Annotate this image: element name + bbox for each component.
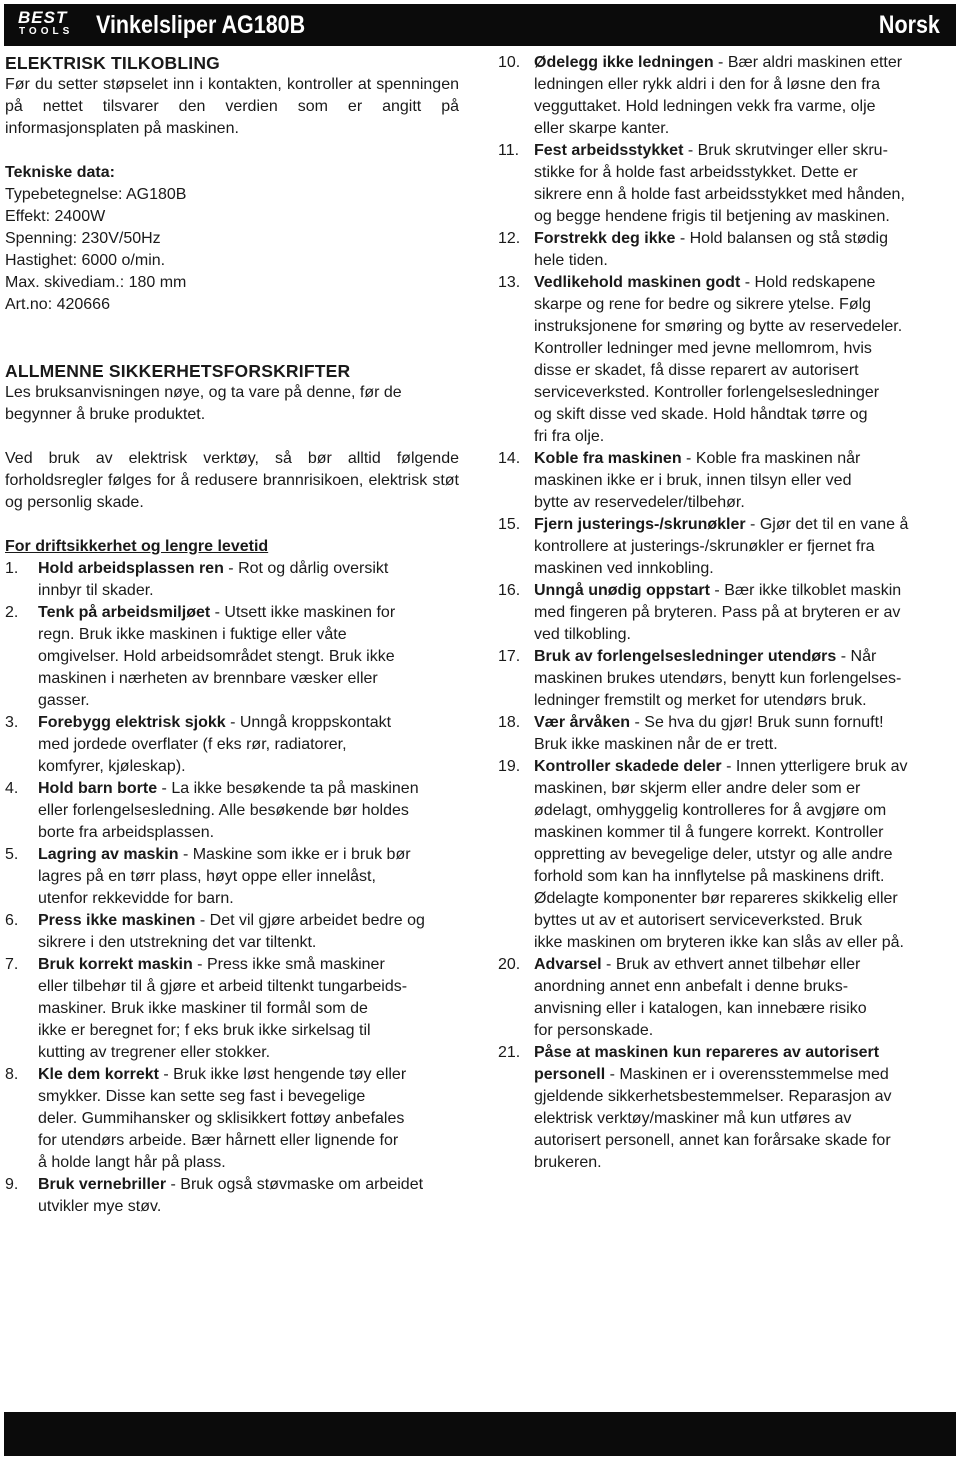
- list-item-number: 13.: [498, 274, 521, 291]
- page-footer-bar: [4, 1412, 956, 1456]
- list-item-text: - Det vil gjøre arbeidet bedre og: [195, 912, 425, 929]
- list-item: [5, 954, 459, 1064]
- list-item-text: - La ikke besøkende ta på maskinen: [157, 780, 419, 797]
- list-item-title: Press ikke maskinen: [38, 912, 196, 929]
- list-item-title: Vær årvåken: [534, 714, 631, 731]
- list-item-line: oppretting av bevegelige deler, utstyr og alle andre: [534, 846, 893, 863]
- list-item-line: bytte av reservedeler/tilbehør.: [534, 494, 745, 511]
- right-column: [498, 52, 956, 1174]
- list-item-title: Koble fra maskinen: [534, 450, 682, 467]
- list-item-line: [534, 712, 956, 734]
- list-item-line: med jordede overflater (f eks rør, radiatorer,: [38, 736, 347, 753]
- safety-intro-text-2: Ved bruk av elektrisk verktøy, så bør alltid følgende forholdsregler følges for å redusere brannrisikoen, elektrisk støt og personlig skade.: [5, 450, 459, 511]
- list-item-line: maskinen kommer til å fungere korrekt. Kontroller: [534, 824, 884, 841]
- list-item: [498, 448, 956, 514]
- list-item-text: - Koble fra maskinen når: [681, 450, 861, 467]
- list-item-text: - Rot og dårlig oversikt: [223, 560, 389, 577]
- safety-intro-text: Les bruksanvisningen nøye, og ta vare på denne, før de begynner å bruke produktet.: [5, 384, 402, 423]
- list-item-line: Ødelagte komponenter bør repareres skikkelig eller: [534, 890, 898, 907]
- list-item-text: - Unngå kroppskontakt: [225, 714, 392, 731]
- tech-data-line: Max. skivediam.: 180 mm: [5, 274, 187, 291]
- list-item: [5, 1174, 459, 1218]
- tech-data-line: Spenning: 230V/50Hz: [5, 230, 161, 247]
- list-item-number: 12.: [498, 230, 521, 247]
- list-item-text: - Bruk av ethvert annet tilbehør eller: [601, 956, 861, 973]
- list-item-line: ødelagt, omhyggelig kontrolleres for å avgjøre om: [534, 802, 887, 819]
- list-item-number: 1.: [5, 560, 19, 577]
- list-item-text: - Press ikke små maskiner: [192, 956, 385, 973]
- list-item-line: [534, 272, 956, 294]
- list-item-line: utvikler mye støv.: [38, 1198, 162, 1215]
- list-item-line: regn. Bruk ikke maskinen i fuktige eller våte: [38, 626, 347, 643]
- list-item-title: Bruk vernebriller: [38, 1176, 167, 1193]
- list-item-number: 5.: [5, 846, 19, 863]
- list-item-line: [38, 1064, 459, 1086]
- list-item: [5, 558, 459, 602]
- list-item-line: [38, 954, 459, 976]
- list-item: [498, 756, 956, 954]
- list-item-line: byttes ut av et autorisert serviceverksted. Bruk: [534, 912, 863, 929]
- list-item-number: 19.: [498, 758, 521, 775]
- list-item-number: 20.: [498, 956, 521, 973]
- list-item-number: 3.: [5, 714, 19, 731]
- list-item-line: anvisning eller i katalogen, kan innebære risiko: [534, 1000, 867, 1017]
- list-item-title: Forebygg elektrisk sjokk: [38, 714, 226, 731]
- list-item-line: [534, 140, 956, 162]
- list-item-line: [38, 844, 459, 866]
- language-label: Norsk: [879, 11, 940, 39]
- list-item-line: vegguttaket. Hold ledningen vekk fra varme, olje: [534, 98, 876, 115]
- list-item: [498, 272, 956, 448]
- list-item: [5, 778, 459, 844]
- best-tools-logo: [18, 10, 82, 40]
- list-item-line: anordning annet enn anbefalt i denne bruks-: [534, 978, 849, 995]
- list-item-line: eller forlengelsesledning. Alle besøkende bør holdes: [38, 802, 409, 819]
- list-item: [498, 1042, 956, 1174]
- list-item-number: 11.: [498, 142, 520, 159]
- list-item-title: Fjern justerings-/skrunøkler: [534, 516, 746, 533]
- list-item-line: maskinen i nærheten av brennbare væsker eller: [38, 670, 378, 687]
- list-item-title: Kle dem korrekt: [38, 1066, 159, 1083]
- list-item-line: serviceverksted. Kontroller forlengelsesledninger: [534, 384, 880, 401]
- list-item-text: - Utsett ikke maskinen for: [210, 604, 396, 621]
- list-item-title: Påse at maskinen kun repareres av autorisert: [534, 1044, 880, 1061]
- list-item-line: sikrere enn å holde fast arbeidsstykket med hånden,: [534, 186, 905, 203]
- list-item-title: Hold arbeidsplassen ren: [38, 560, 224, 577]
- list-item-text: - Innen ytterligere bruk av: [721, 758, 908, 775]
- safety-rules-list-right: [498, 52, 956, 1174]
- list-item-line: [534, 646, 956, 668]
- list-item-line: [534, 514, 956, 536]
- list-item-number: 18.: [498, 714, 521, 731]
- list-item: [498, 580, 956, 646]
- list-item-line: utenfor rekkevidde for barn.: [38, 890, 234, 907]
- list-item-line: og skift disse ved skade. Hold håndtak tørre og: [534, 406, 868, 423]
- list-item-line: [534, 580, 956, 602]
- list-item-text: - Bruk ikke løst hengende tøy eller: [158, 1066, 407, 1083]
- list-item: [498, 954, 956, 1042]
- list-item: [498, 514, 956, 580]
- list-item-line: [38, 558, 459, 580]
- electrical-connection-text: Før du setter støpselet inn i kontakten, kontroller at spenningen på nettet tilsvarer den verdien som er angitt på informasjonsplaten på maskinen.: [5, 76, 459, 137]
- list-item-number: 9.: [5, 1176, 19, 1193]
- list-item-title: Tenk på arbeidsmiljøet: [38, 604, 211, 621]
- list-item-line: [534, 954, 956, 976]
- list-item-line: eller tilbehør til å gjøre et arbeid tiltenkt tungarbeids-: [38, 978, 408, 995]
- list-item-line: skarpe og rene for bedre og sikrere ytelse. Følg: [534, 296, 872, 313]
- list-item-line: Kontroller ledninger med jevne mellomrom, hvis: [534, 340, 872, 357]
- tech-data-heading: Tekniske data:: [5, 164, 115, 181]
- list-item-title-cont: personell: [534, 1066, 606, 1083]
- list-item: [5, 844, 459, 910]
- list-item-line: smykker. Disse kan sette seg fast i bevegelige: [38, 1088, 366, 1105]
- list-item-line: å holde langt hår på plass.: [38, 1154, 226, 1171]
- left-column: [5, 52, 459, 1218]
- list-item-line: [534, 1042, 956, 1064]
- list-item-line: brukeren.: [534, 1154, 602, 1171]
- list-item-line: innbyr til skader.: [38, 582, 154, 599]
- list-item-line: [534, 228, 956, 250]
- list-item-line: kutting av tregrener eller stokker.: [38, 1044, 271, 1061]
- tech-data-list: [5, 184, 459, 316]
- logo-text-best: BEST: [18, 8, 68, 27]
- list-item-line: [534, 52, 956, 74]
- list-item-line: [38, 910, 459, 932]
- document-title: Vinkelsliper AG180B: [96, 11, 306, 39]
- list-item-text: - Gjør det til en vane å: [745, 516, 909, 533]
- list-item: [5, 910, 459, 954]
- list-item-line: ved tilkobling.: [534, 626, 631, 643]
- list-item-title: Forstrekk deg ikke: [534, 230, 676, 247]
- list-item-title: Lagring av maskin: [38, 846, 179, 863]
- list-item-line: borte fra arbeidsplassen.: [38, 824, 215, 841]
- list-item-line: maskiner. Bruk ikke maskiner til formål som de: [38, 1000, 368, 1017]
- subheading-reliability: For driftsikkerhet og lengre levetid: [5, 538, 269, 555]
- list-item-line: autorisert personell, annet kan forårsake skade for: [534, 1132, 891, 1149]
- tech-data-line: Effekt: 2400W: [5, 208, 106, 225]
- list-item-title: Kontroller skadede deler: [534, 758, 722, 775]
- section-heading-electrical: ELEKTRISK TILKOBLING: [5, 53, 220, 73]
- section-heading-safety: ALLMENNE SIKKERHETSFORSKRIFTER: [5, 361, 351, 381]
- list-item-text: - Maskinen er i overensstemmelse med: [605, 1066, 889, 1083]
- list-item-title: Unngå unødig oppstart: [534, 582, 710, 599]
- list-item-line: med fingeren på bryteren. Pass på at bryteren er av: [534, 604, 901, 621]
- list-item-line: ledningen eller rykk aldri i den for å løsne den fra: [534, 76, 880, 93]
- list-item-number: 8.: [5, 1066, 19, 1083]
- list-item-line: [38, 1174, 459, 1196]
- list-item-title: Ødelegg ikke ledningen: [534, 54, 714, 71]
- list-item: [498, 52, 956, 140]
- list-item-line: eller skarpe kanter.: [534, 120, 670, 137]
- list-item-line: deler. Gummihansker og sklisikkert fottøy anbefales: [38, 1110, 405, 1127]
- list-item-text: - Bruk skrutvinger eller skru-: [683, 142, 888, 159]
- list-item-line: for personskade.: [534, 1022, 654, 1039]
- list-item-title: Bruk korrekt maskin: [38, 956, 193, 973]
- list-item-number: 21.: [498, 1044, 521, 1061]
- list-item-line: maskinen ved innkobling.: [534, 560, 714, 577]
- list-item-number: 15.: [498, 516, 521, 533]
- list-item-line: for utendørs arbeide. Bær hårnett eller lignende for: [38, 1132, 399, 1149]
- tech-data-line: Typebetegnelse: AG180B: [5, 186, 187, 203]
- list-item-line: Bruk ikke maskinen når de er trett.: [534, 736, 778, 753]
- list-item-number: 6.: [5, 912, 19, 929]
- list-item-line: disse er skadet, få disse reparert av autorisert: [534, 362, 859, 379]
- list-item-number: 2.: [5, 604, 19, 621]
- list-item-line: komfyrer, kjøleskap).: [38, 758, 186, 775]
- list-item: [5, 712, 459, 778]
- tech-data-line: Hastighet: 6000 o/min.: [5, 252, 166, 269]
- list-item-line: forhold som kan ha innflytelse på maskinens drift.: [534, 868, 885, 885]
- list-item-title: Vedlikehold maskinen godt: [534, 274, 741, 291]
- list-item-text: - Hold redskapene: [740, 274, 876, 291]
- list-item-line: sikrere i den utstrekning det var tiltenkt.: [38, 934, 317, 951]
- list-item: [498, 228, 956, 272]
- logo-text-tools: TOOLS: [19, 26, 74, 37]
- list-item-line: ikke maskinen om bryteren ikke kan slås av eller på.: [534, 934, 904, 951]
- list-item-line: stikke for å holde fast arbeidsstykket. Dette er: [534, 164, 858, 181]
- list-item-line: [534, 756, 956, 778]
- list-item-line: hele tiden.: [534, 252, 608, 269]
- list-item-text: - Maskine som ikke er i bruk bør: [178, 846, 411, 863]
- page-header: [4, 4, 956, 46]
- list-item: [5, 602, 459, 712]
- list-item-line: ikke er beregnet for; f eks bruk ikke sirkelsag til: [38, 1022, 371, 1039]
- list-item-line: [38, 778, 459, 800]
- list-item-line: fri fra olje.: [534, 428, 605, 445]
- list-item-text: - Se hva du gjør! Bruk sunn fornuft!: [630, 714, 884, 731]
- list-item-line: gasser.: [38, 692, 90, 709]
- list-item-number: 17.: [498, 648, 521, 665]
- list-item: [5, 1064, 459, 1174]
- list-item: [498, 646, 956, 712]
- tech-data-line: Art.no: 420666: [5, 296, 110, 313]
- list-item-text: - Bær ikke tilkoblet maskin: [709, 582, 902, 599]
- list-item-line: [38, 602, 459, 624]
- list-item-number: 14.: [498, 450, 521, 467]
- list-item-line: maskinen brukes utendørs, benytt kun forlengelses-: [534, 670, 902, 687]
- list-item-title: Fest arbeidsstykket: [534, 142, 684, 159]
- list-item-line: maskinen, bør skjerm eller andre deler som er: [534, 780, 861, 797]
- list-item-text: - Hold balansen og stå stødig: [675, 230, 888, 247]
- safety-rules-list-left: [5, 558, 459, 1218]
- list-item-text: - Bruk også støvmaske om arbeidet: [166, 1176, 424, 1193]
- list-item: [498, 140, 956, 228]
- list-item-line: og begge hendene frigis til betjening av maskinen.: [534, 208, 890, 225]
- list-item-line: kontrollere at justerings-/skrunøkler er fjernet fra: [534, 538, 875, 555]
- list-item-line: omgivelser. Hold arbeidsområdet stengt. Bruk ikke: [38, 648, 395, 665]
- list-item: [498, 712, 956, 756]
- list-item-line: [38, 712, 459, 734]
- list-item-line: [534, 1064, 956, 1086]
- list-item-title: Advarsel: [534, 956, 602, 973]
- list-item-line: [534, 448, 956, 470]
- list-item-number: 10.: [498, 54, 521, 71]
- list-item-line: instruksjonene for smøring og bytte av reservedeler.: [534, 318, 903, 335]
- list-item-line: lagres på en tørr plass, høyt oppe eller innelåst,: [38, 868, 376, 885]
- list-item-line: maskinen ikke er i bruk, innen tilsyn eller ved: [534, 472, 852, 489]
- list-item-number: 4.: [5, 780, 19, 797]
- list-item-number: 16.: [498, 582, 521, 599]
- list-item-title: Bruk av forlengelsesledninger utendørs: [534, 648, 837, 665]
- list-item-line: elektrisk verktøy/maskiner må kun utføres av: [534, 1110, 852, 1127]
- list-item-line: gjeldende sikkerhetsbestemmelser. Reparasjon av: [534, 1088, 892, 1105]
- list-item-title: Hold barn borte: [38, 780, 158, 797]
- list-item-number: 7.: [5, 956, 19, 973]
- list-item-text: - Bær aldri maskinen etter: [713, 54, 903, 71]
- list-item-text: - Når: [836, 648, 877, 665]
- list-item-line: ledninger fremstilt og merket for utendørs bruk.: [534, 692, 867, 709]
